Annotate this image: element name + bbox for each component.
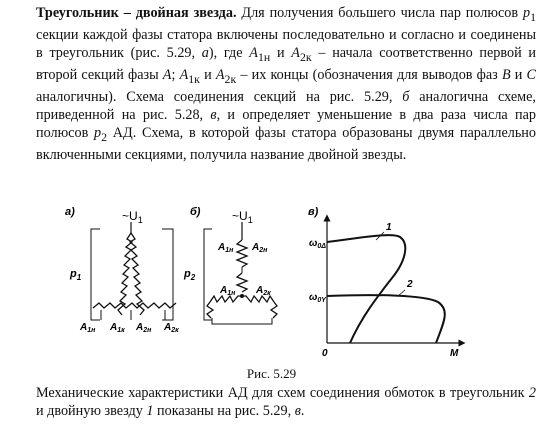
paragraph-heading: Треугольник – двойная звезда. xyxy=(36,5,237,21)
voltage-base: ~U xyxy=(122,209,138,223)
terminal-a2k xyxy=(163,322,179,334)
panel-a-delta-diagram xyxy=(65,206,179,334)
figure-ref: б xyxy=(402,88,410,105)
terminal-base: A xyxy=(80,322,88,333)
text-span: аналогична схеме, приведенной на рис. 5.28, xyxy=(36,88,536,123)
figure-ref: в xyxy=(294,403,301,420)
text-span: секции каждой фазы статора включены последовательно и согласно и соединены в треугольник (рис. 5.29, xyxy=(36,26,536,62)
p2-sub: 2 xyxy=(190,273,196,282)
symbol-a1n: A xyxy=(249,45,258,62)
x-axis-label: M xyxy=(450,348,459,359)
text-span: ; xyxy=(171,66,180,83)
symbol-phase-c: C xyxy=(526,66,537,83)
symbol-a1k: A xyxy=(179,66,189,83)
y-label-sub: 0Y xyxy=(317,297,326,304)
curve-2 xyxy=(327,295,445,343)
terminal-base: A xyxy=(220,285,228,296)
text-span: Механические характеристики АД для схем соединения обмоток в треугольник xyxy=(36,385,529,401)
coil-bottom xyxy=(93,303,176,308)
terminal-sub: 2к xyxy=(263,290,271,297)
y-label-sub: 0Δ xyxy=(317,243,326,250)
terminal-a1k xyxy=(109,322,125,334)
terminal-base: A xyxy=(110,322,118,333)
y-label-star xyxy=(309,292,327,304)
terminal-sub: 1н xyxy=(225,247,234,254)
terminal-sub: 1к xyxy=(117,327,125,334)
coil-lower xyxy=(237,273,247,292)
p1-base: p xyxy=(70,268,77,280)
text-span: – начала соответственно первой и второй секций фазы xyxy=(36,45,537,83)
figure-caption: Рис. 5.29 xyxy=(246,366,297,381)
terminal-base: A xyxy=(136,322,144,333)
symbol-p1: p xyxy=(522,5,531,21)
symbol-sub: 1к xyxy=(188,71,200,86)
terminal-sub: 2н xyxy=(259,247,268,254)
terminal-b3 xyxy=(219,285,236,297)
figure-ref: в xyxy=(210,106,217,123)
ref-number: 2 xyxy=(528,385,536,401)
terminal-sub: 2н xyxy=(143,327,152,334)
coil-left-end xyxy=(207,302,213,318)
text-span: АД. Схема, в которой фазы статора образованы двумя параллельно включенными секциями, получила название двойной звезды. xyxy=(36,125,536,163)
origin-label: 0 xyxy=(322,348,328,359)
symbol-sub: 1 xyxy=(530,9,536,24)
panel-b-double-star-diagram xyxy=(183,206,277,324)
symbol-phase-a: A xyxy=(162,66,172,83)
symbol-sub: 2к xyxy=(299,49,312,64)
terminal-sub: 2к xyxy=(171,327,179,334)
symbol-sub: 1н xyxy=(257,49,271,64)
panel-label-a: а) xyxy=(65,206,75,218)
text-span: и xyxy=(199,66,216,83)
paragraph-delta-double-star xyxy=(36,4,536,164)
terminal-base: A xyxy=(256,285,264,296)
symbol-sub: 2 xyxy=(101,129,108,144)
panel-v-characteristics-graph xyxy=(308,206,462,359)
text-span: и двойную звезду xyxy=(36,403,147,420)
text-span: . xyxy=(300,403,305,420)
bottom-link xyxy=(212,318,272,324)
y-label-base: ω xyxy=(309,238,318,249)
terminal-a2n xyxy=(135,322,152,334)
coil-left xyxy=(118,233,132,315)
panel-label-v: в) xyxy=(308,206,319,218)
text-span: и xyxy=(270,45,292,62)
symbol-p2: p xyxy=(94,125,102,142)
text-span: ), где xyxy=(208,45,250,62)
p2-label xyxy=(183,268,196,282)
text-span: , и определяет уменьшение в два раза числа пар полюсов xyxy=(36,106,537,142)
text-span: аналогичны). Схема соединения секций на рис. 5.29, xyxy=(36,88,403,105)
terminal-a1n xyxy=(79,322,96,334)
symbol-a2k: A xyxy=(215,66,225,83)
voltage-label-a xyxy=(122,209,143,225)
coil-upper xyxy=(237,240,247,267)
curve-1 xyxy=(327,235,405,343)
voltage-base: ~U xyxy=(232,209,248,223)
ref-number: 1 xyxy=(146,403,154,420)
terminal-sub: 1н xyxy=(87,327,96,334)
panel-label-b: б) xyxy=(190,206,201,218)
curve-label-2: 2 xyxy=(407,279,413,290)
symbol-phase-b: B xyxy=(501,66,511,83)
terminal-sub: 1н xyxy=(227,290,236,297)
curve-label-1: 1 xyxy=(386,222,392,233)
text-span: – их концы (обозначения для выводов фаз xyxy=(236,66,502,83)
p2-base: p xyxy=(184,268,191,280)
text-span: Для получения большего числа пар полюсов xyxy=(236,5,523,21)
figure-ref: а xyxy=(201,45,209,62)
figure-5-29 xyxy=(0,196,543,366)
y-label-base: ω xyxy=(309,292,318,303)
coil-diag-left xyxy=(210,296,242,302)
text-span: показаны на рис. 5.29, xyxy=(153,403,295,420)
voltage-sub: 1 xyxy=(137,215,143,225)
text-span: и xyxy=(510,66,527,83)
terminal-base: A xyxy=(164,322,172,333)
p1-label xyxy=(69,268,82,282)
terminal-base: A xyxy=(252,242,260,253)
terminal-b2 xyxy=(251,242,268,254)
terminal-b1 xyxy=(217,242,234,254)
terminal-base: A xyxy=(218,242,226,253)
voltage-sub: 1 xyxy=(247,215,253,225)
coil-right-end xyxy=(271,302,277,318)
y-label-delta xyxy=(309,238,326,250)
symbol-a2k: A xyxy=(291,45,300,62)
symbol-sub: 2к xyxy=(224,71,237,86)
p1-sub: 1 xyxy=(76,273,82,282)
terminal-b4 xyxy=(255,285,271,297)
paragraph-mechanical-characteristics xyxy=(36,384,536,420)
